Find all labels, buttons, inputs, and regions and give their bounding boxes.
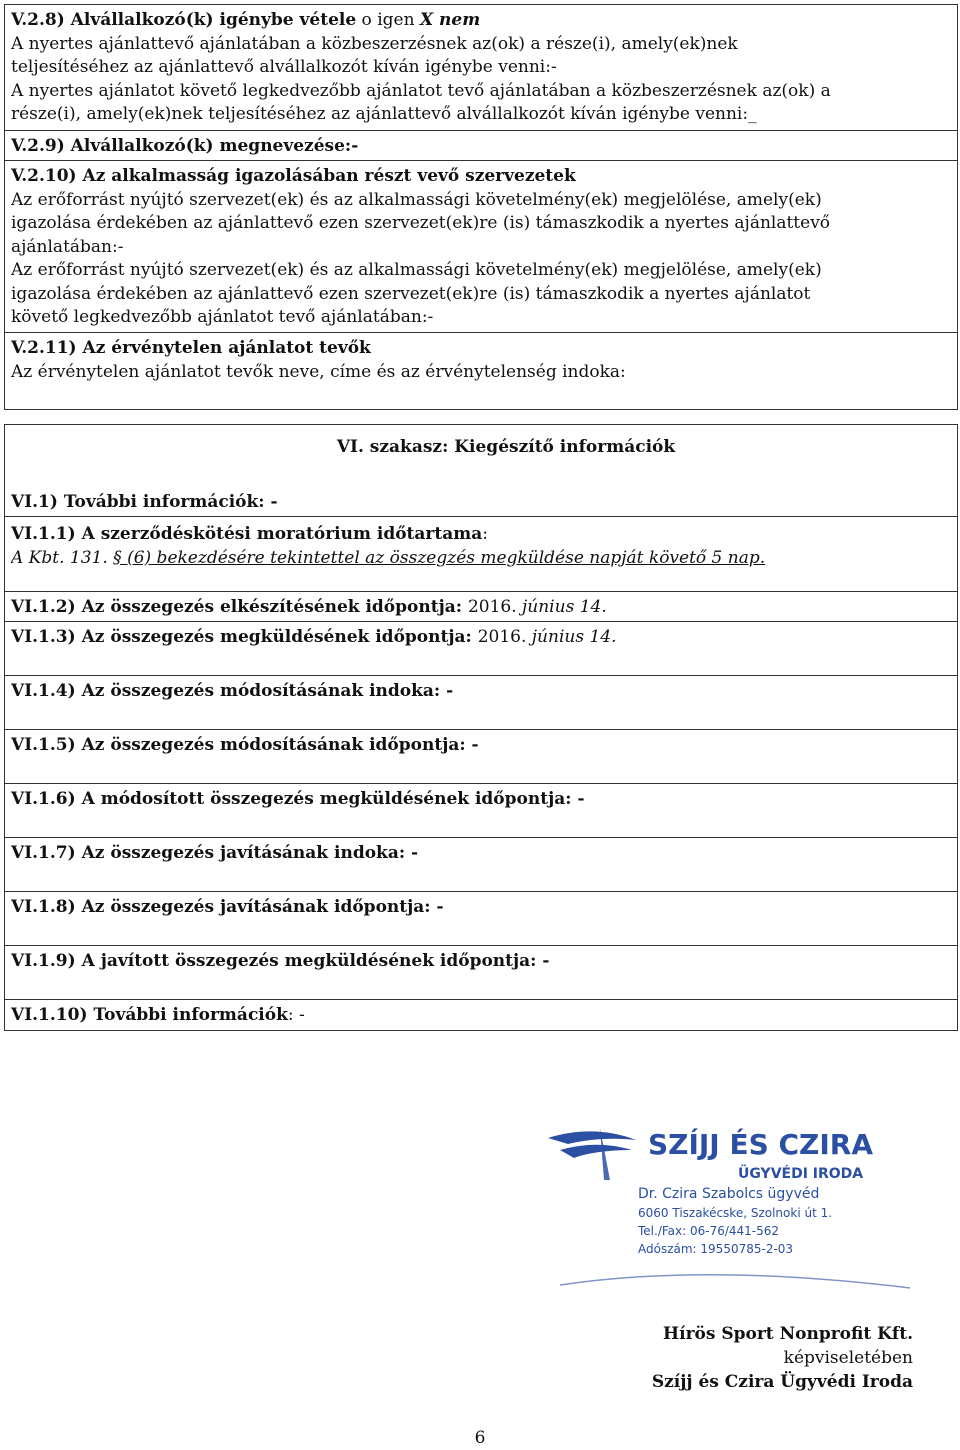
signature-company: Hírös Sport Nonprofit Kft. (663, 1324, 913, 1344)
vi-header-cell (5, 424, 957, 516)
v28-line: része(i), amely(ek)nek teljesítéséhez az ajánlattevő alvállalkozót kíván igénybe venni:_ (11, 104, 757, 124)
vi110-label: VI.1.10) További információk (11, 1005, 288, 1025)
vi110-cell (5, 999, 957, 1031)
vi13-label: VI.1.3) Az összegezés megküldésének időpontja: (11, 627, 478, 647)
stamp-line1: SZÍJJ ÉS CZIRA (648, 1128, 874, 1161)
vi11-text-b: § (6) bekezdésére tekintettel az összegzés megküldése napját követő 5 nap. (113, 547, 766, 568)
v29-heading: V.2.9) Alvállalkozó(k) megnevezése:- (11, 136, 359, 156)
signature-on-behalf: képviseletében (783, 1348, 913, 1368)
section-v-table (4, 4, 958, 410)
section-title: VI. szakasz: Kiegészítő információk (336, 437, 676, 457)
vi15-cell (5, 729, 957, 783)
vi11-text-a: A Kbt. 131. (11, 547, 114, 568)
v28-option-nem: X nem (419, 10, 481, 30)
vi12-cell (5, 591, 957, 621)
vi12-label: VI.1.2) Az összegezés elkészítésének időpontja: (11, 597, 468, 617)
vi14-line: VI.1.4) Az összegezés módosításának indoka: - (11, 681, 454, 701)
vi13-cell (5, 621, 957, 675)
v210-line: igazolása érdekében az ajánlattevő ezen szervezet(ek)re (is) támaszkodik a nyertes ajánlattevő (11, 213, 831, 233)
v28-cell (5, 4, 957, 130)
v28-line: A nyertes ajánlatot követő legkedvezőbb ajánlatot tevő ajánlatában a közbeszerzésnek az(ok) a (11, 80, 831, 101)
stamp-line2: ÜGYVÉDI IRODA (738, 1166, 864, 1182)
stamp-logo-icon (548, 1128, 636, 1180)
v28-option-igen: o igen (356, 10, 420, 30)
stamp-line6: Adószám: 19550785-2-03 (638, 1242, 794, 1256)
vi15-line: VI.1.5) Az összegezés módosításának időpontja: - (11, 735, 479, 755)
v210-cell (5, 160, 957, 332)
v210-heading: V.2.10) Az alkalmasság igazolásában részt vevő szervezetek (11, 166, 576, 186)
vi11-heading: VI.1.1) A szerződéskötési moratórium időtartama (11, 524, 483, 544)
vi12-year: 2016. (467, 597, 523, 617)
page-number: 6 (474, 1428, 486, 1448)
vi11-cell (5, 516, 957, 591)
v29-cell (5, 130, 957, 160)
v211-line: Az érvénytelen ajánlatot tevők neve, címe és az érvénytelenség indoka: (11, 361, 626, 382)
vi16-cell (5, 783, 957, 837)
v210-line: ajánlatában:- (11, 236, 124, 257)
vi18-cell (5, 891, 957, 945)
vi18-line: VI.1.8) Az összegezés javításának időpontja: - (11, 897, 444, 917)
vi12-date: június 14. (522, 597, 607, 617)
v28-line: teljesítéséhez az ajánlattevő alvállalkozót kíván igénybe venni:- (11, 57, 557, 77)
stamp-underline (560, 1275, 910, 1288)
v28-heading: V.2.8) Alvállalkozó(k) igénybe vétele (11, 10, 357, 30)
v210-line: Az erőforrást nyújtó szervezet(ek) és az alkalmassági követelmény(ek) megjelölése, amely(ek) (11, 260, 822, 280)
v210-line: Az erőforrást nyújtó szervezet(ek) és az alkalmassági követelmény(ek) megjelölése, amely(ek) (11, 189, 822, 210)
v28-line: A nyertes ajánlattevő ajánlatában a közbeszerzésnek az(ok) a része(i), amely(ek)nek (11, 33, 738, 54)
vi17-cell (5, 837, 957, 891)
v211-heading: V.2.11) Az érvénytelen ajánlatot tevők (11, 338, 371, 358)
vi1-line: VI.1) További információk: - (11, 492, 278, 512)
stamp-line3: Dr. Czira Szabolcs ügyvéd (638, 1186, 820, 1202)
section-vi-table (4, 424, 958, 1031)
stamp-line5: Tel./Fax: 06-76/441-562 (638, 1224, 780, 1238)
vi110-rest: : - (287, 1005, 305, 1025)
v210-line: igazolása érdekében az ajánlattevő ezen szervezet(ek)re (is) támaszkodik a nyertes ajánlatot (11, 283, 811, 304)
vi16-line: VI.1.6) A módosított összegezés megküldésének időpontja: - (11, 789, 585, 809)
vi19-line: VI.1.9) A javított összegezés megküldésének időpontja: - (11, 951, 550, 971)
vi19-cell (5, 945, 957, 999)
v211-cell (5, 332, 957, 410)
vi11-colon: : (482, 524, 488, 544)
vi14-cell (5, 675, 957, 729)
stamp-line4: 6060 Tiszakécske, Szolnoki út 1. (638, 1206, 833, 1220)
vi13-date: június 14. (531, 627, 617, 647)
signature-firm: Szíjj és Czira Ügyvédi Iroda (651, 1372, 913, 1392)
vi17-line: VI.1.7) Az összegezés javításának indoka: - (11, 843, 419, 863)
v210-line: követő legkedvezőbb ajánlatot tevő ajánlatában:- (11, 307, 434, 327)
vi13-year: 2016. (477, 627, 532, 647)
signature-block (652, 1322, 913, 1394)
law-firm-stamp (540, 1120, 920, 1300)
